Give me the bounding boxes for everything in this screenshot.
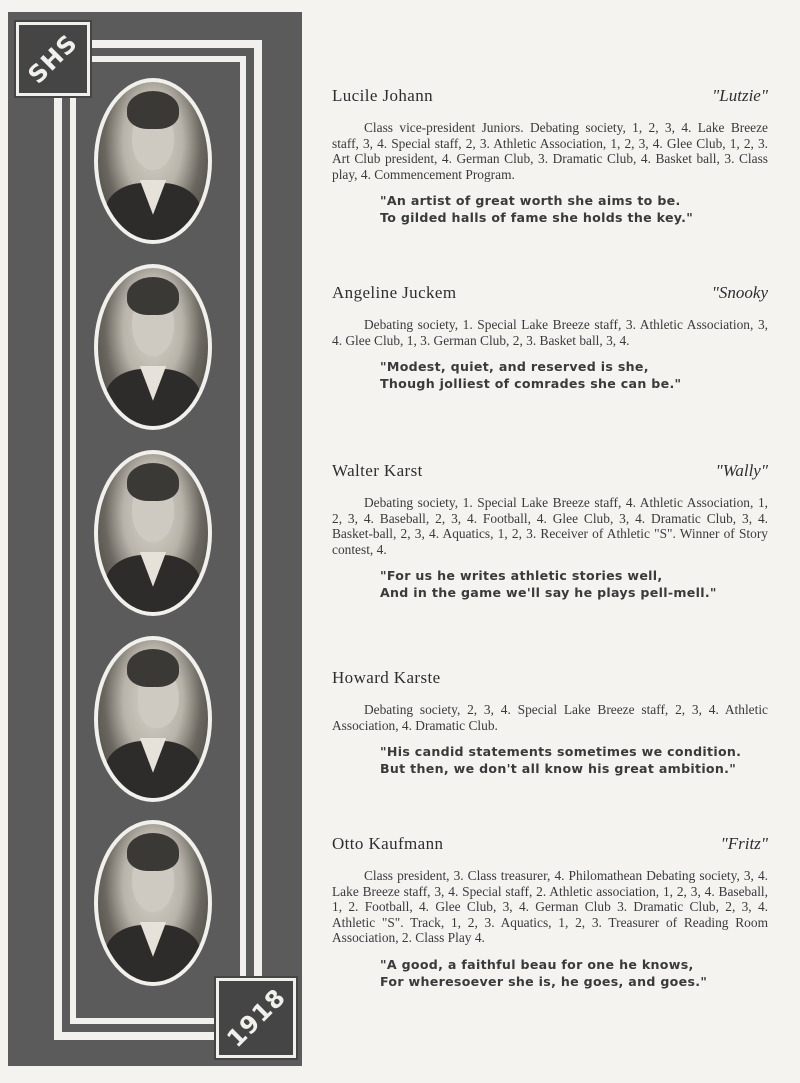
quote-line: "Modest, quiet, and reserved is she, (380, 359, 649, 375)
student-quote (380, 956, 768, 990)
shs-badge (16, 22, 90, 96)
student-name: Angeline Juckem (332, 283, 457, 302)
student-activities: Debating society, 2, 3, 4. Special Lake Breeze staff, 2, 3, 4. Athletic Association, 4. Dramatic Club. (332, 702, 768, 733)
entry-otto-kaufmann (332, 834, 768, 990)
student-name: Lucile Johann (332, 86, 434, 105)
student-name: Otto Kaufmann (332, 834, 444, 853)
student-name: Walter Karst (332, 461, 423, 480)
quote-line: "A good, a faithful beau for one he knows, (380, 956, 694, 972)
entry-lucile-johann (332, 86, 768, 226)
frame-rail (70, 56, 240, 62)
quote-line: To gilded halls of fame she holds the key." (380, 210, 694, 226)
student-nickname: "Fritz" (720, 834, 768, 853)
student-quote (380, 567, 768, 601)
student-activities: Debating society, 1. Special Lake Breeze staff, 3. Athletic Association, 3, 4. Glee Club, 1, 3. German Club, 2, 3. Basket ball, 3, 4. (332, 317, 768, 348)
entry-howard-karste (332, 668, 768, 777)
portrait-walter-karst (94, 450, 212, 616)
shs-badge-text: SHS (22, 28, 84, 90)
portrait-angeline-juckem (94, 264, 212, 430)
portrait-panel (8, 12, 302, 1066)
student-nickname: "Wally" (715, 461, 768, 480)
entry-walter-karst (332, 461, 768, 601)
student-quote (380, 358, 768, 392)
frame-rail (254, 40, 262, 1040)
portrait-lucile-johann (94, 78, 212, 244)
student-activities: Debating society, 1. Special Lake Breeze staff, 4. Athletic Association, 1, 2, 3, 4. Baseball, 2, 3, 4. Football, 4. Glee Club, 3, 4. Dramatic Club, 3, 4. Basket-ball, 2, 3, 4. Aquatics, 1, 2, 3. Receiver of Athletic "S". Winner of Story contest, 4. (332, 495, 768, 557)
student-activities: Class president, 3. Class treasurer, 4. Philomathean Debating society, 3, 4. Lake Breeze staff, 3, 4. Special staff, 2. Athletic association, 1, 2, 3, 4. Baseball, 1, 2. Football, 4. Glee Club, 3, 4. German Club 3. Dramatic Club, 2, 3, 4. Athletic "S". Track, 1, 2, 3. Aquatics, 1, 2, 3. Treasurer of Reading Room Association, 2. Class Play 4. (332, 868, 768, 946)
student-nickname: "Snooky (711, 283, 768, 302)
quote-line: "For us he writes athletic stories well, (380, 568, 663, 584)
entry-angeline-juckem (332, 283, 768, 392)
quote-line: For wheresoever she is, he goes, and goes." (380, 973, 708, 989)
portrait-otto-kaufmann (94, 820, 212, 986)
frame-rail (240, 56, 246, 1024)
student-quote (380, 743, 768, 777)
frame-rail (70, 56, 76, 1024)
student-activities: Class vice-president Juniors. Debating society, 1, 2, 3, 4. Lake Breeze staff, 3, 4. Special staff, 2, 3. Athletic Association, 1, 2, 3, 4. Glee Club, 1, 2, 3. Art Club president, 4. German Club, 3. Dramatic Club, 4. Basket ball, 3. Class play, 4. Commencement Program. (332, 120, 768, 182)
student-name: Howard Karste (332, 668, 441, 687)
portrait-howard-karste (94, 636, 212, 802)
quote-line: Though jolliest of comrades she can be." (380, 376, 682, 392)
quote-line: "An artist of great worth she aims to be. (380, 193, 681, 209)
student-quote (380, 192, 768, 226)
frame-rail (54, 40, 62, 1040)
year-badge-text: 1918 (221, 983, 291, 1053)
year-badge (216, 978, 296, 1058)
student-nickname: "Lutzie" (712, 86, 768, 105)
quote-line: "His candid statements sometimes we condition. (380, 744, 742, 760)
quote-line: And in the game we'll say he plays pell-mell." (380, 585, 717, 601)
quote-line: But then, we don't all know his great ambition." (380, 761, 737, 777)
